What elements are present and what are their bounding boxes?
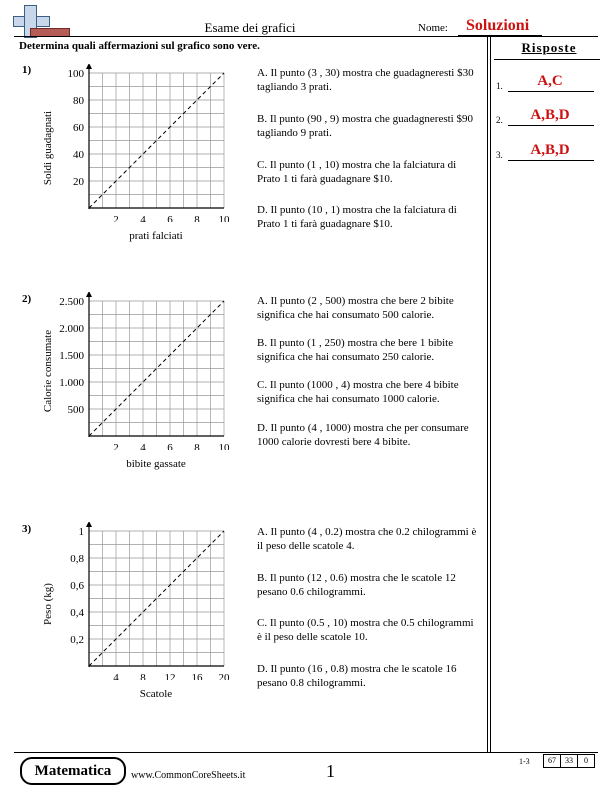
x-axis-label: Scatole <box>139 688 173 700</box>
statement-a: A. Il punto (3 , 30) mostra che guadagneresti $30 tagliando 3 prati. <box>257 67 474 93</box>
answer-line <box>508 125 594 126</box>
x-tick-label: 8 <box>140 672 146 680</box>
problem-range: 1-3 <box>519 757 530 766</box>
y-axis-label: Peso (kg) <box>42 583 54 625</box>
y-tick-label: 1.000 <box>59 377 84 389</box>
y-axis-arrow <box>86 292 92 297</box>
answer-number: 2. <box>496 115 503 125</box>
x-tick-label: 6 <box>167 214 173 222</box>
answer-number: 1. <box>496 81 503 91</box>
x-tick-label: 4 <box>113 672 119 680</box>
statement-a: A. Il punto (4 , 0.2) mostra che 0.2 chilogrammi è il peso delle scatole 4. <box>257 526 477 552</box>
y-tick-label: 500 <box>67 404 84 416</box>
problem-number: 3) <box>22 523 32 535</box>
x-tick-label: 8 <box>194 442 200 450</box>
statement-d: D. Il punto (10 , 1) mostra che la falciatura di Prato 1 ti farà guadagnare $10. <box>257 204 457 230</box>
answer-number: 3. <box>496 150 503 160</box>
y-tick-label: 0,6 <box>70 580 84 592</box>
x-tick-label: 10 <box>218 442 230 450</box>
statement-c: C. Il punto (1000 , 4) mostra che bere 4 bibite significa che hai consumato 1000 calorie. <box>257 379 459 405</box>
x-tick-label: 10 <box>218 214 230 222</box>
page-number: 1 <box>326 761 335 781</box>
name-label: Nome: <box>418 22 448 34</box>
statement-c: C. Il punto (1 , 10) mostra che la falciatura di Prato 1 ti farà guadagnare $10. <box>257 159 457 185</box>
chart-3 <box>55 522 235 680</box>
y-tick-label: 0,2 <box>70 634 84 646</box>
answer-column-divider-2 <box>490 36 491 752</box>
instructions: Determina quali affermazioni sul grafico sono vere. <box>19 40 260 52</box>
statement-a: A. Il punto (2 , 500) mostra che bere 2 bibite significa che hai consumato 500 calorie. <box>257 295 454 321</box>
chart-2 <box>55 292 235 450</box>
y-axis-arrow <box>86 522 92 527</box>
x-axis-label: bibite gassate <box>126 458 186 470</box>
y-tick-label: 40 <box>73 149 84 161</box>
x-tick-label: 4 <box>140 214 146 222</box>
answer-column-divider <box>487 36 488 752</box>
stat-box: 33 <box>560 754 578 768</box>
statement-b: B. Il punto (1 , 250) mostra che bere 1 bibite significa che hai consumato 250 calorie. <box>257 337 454 363</box>
solutions-label: Soluzioni <box>466 17 530 34</box>
y-tick-label: 1 <box>78 526 84 538</box>
answer-value: A,B,D <box>530 107 570 123</box>
x-tick-label: 2 <box>113 214 119 222</box>
x-tick-label: 8 <box>194 214 200 222</box>
statement-d: D. Il punto (16 , 0.8) mostra che le scatole 16 pesano 0.8 chilogrammi. <box>257 663 457 689</box>
statement-c: C. Il punto (0.5 , 10) mostra che 0.5 chilogrammi è il peso delle scatole 10. <box>257 617 474 643</box>
problem-number: 2) <box>22 293 32 305</box>
y-axis-label: Soldi guadagnati <box>42 110 54 186</box>
y-axis-label: Calorie consumate <box>42 329 54 413</box>
stat-box: 0 <box>577 754 595 768</box>
header-divider <box>14 36 598 37</box>
x-tick-label: 16 <box>191 672 203 680</box>
y-tick-label: 100 <box>67 68 84 80</box>
x-tick-label: 4 <box>140 442 146 450</box>
y-tick-label: 0,8 <box>70 553 84 565</box>
answer-value: A,B,D <box>530 142 570 158</box>
statement-b: B. Il punto (12 , 0.6) mostra che le scatole 12 pesano 0.6 chilogrammi. <box>257 572 456 598</box>
y-tick-label: 0,4 <box>70 607 84 619</box>
answers-title-rule <box>494 59 600 60</box>
stat-box: 67 <box>543 754 561 768</box>
answers-title: Risposte <box>521 40 577 55</box>
problem-number: 1) <box>22 64 32 76</box>
statement-b: B. Il punto (90 , 9) mostra che guadagneresti $90 tagliando 9 prati. <box>257 113 473 139</box>
answer-line <box>508 160 594 161</box>
x-axis-label: prati falciati <box>129 230 183 242</box>
x-tick-label: 12 <box>164 672 176 680</box>
y-axis-arrow <box>86 64 92 69</box>
chart-1 <box>55 64 235 222</box>
y-tick-label: 20 <box>73 176 84 188</box>
page-title: Esame dei grafici <box>204 20 296 35</box>
footer-url: www.CommonCoreSheets.it <box>131 770 246 781</box>
y-tick-label: 2.000 <box>59 323 84 335</box>
y-tick-label: 60 <box>73 122 84 134</box>
answer-line <box>508 91 594 92</box>
x-tick-label: 6 <box>167 442 173 450</box>
x-tick-label: 20 <box>218 672 230 680</box>
footer-divider <box>14 752 598 753</box>
statement-d: D. Il punto (4 , 1000) mostra che per consumare 1000 calorie dovresti bere 4 bibite. <box>257 422 469 448</box>
y-tick-label: 80 <box>73 95 84 107</box>
x-tick-label: 2 <box>113 442 119 450</box>
brand-badge: Matematica <box>20 757 126 785</box>
y-tick-label: 1.500 <box>59 350 84 362</box>
y-tick-label: 2.500 <box>59 296 84 308</box>
answer-value: A,C <box>537 73 563 89</box>
